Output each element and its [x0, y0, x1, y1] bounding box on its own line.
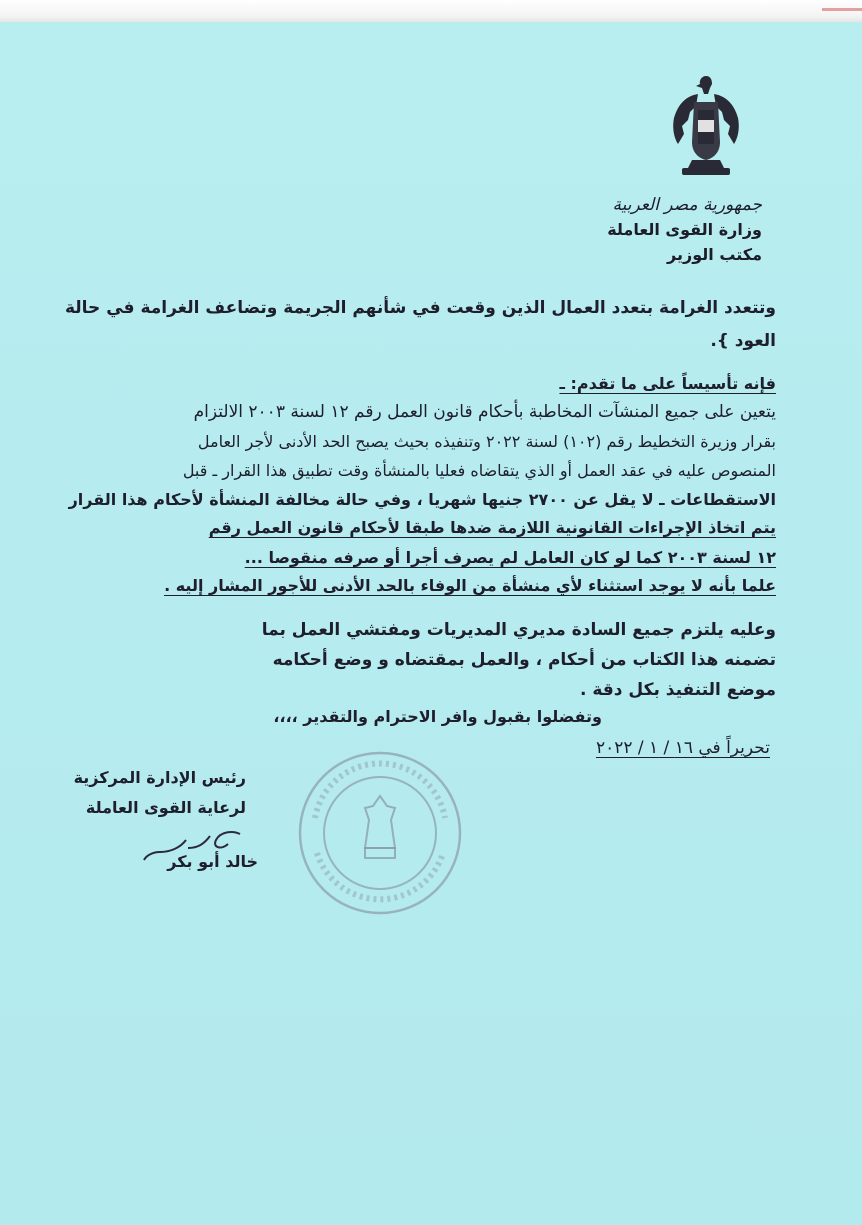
page-edge-mark — [822, 8, 862, 11]
paragraph-2-line-7: علما بأنه لا يوجد استثناء لأي منشأة من الوفاء بالحد الأدنى للأجور المشار إليه . — [164, 576, 776, 595]
eagle-emblem-icon — [668, 72, 744, 184]
paragraph-2-line-1: يتعين على جميع المنشآت المخاطبة بأحكام قانون العمل رقم ١٢ لسنة ٢٠٠٣ الالتزام — [193, 402, 776, 422]
ministry-name: وزارة القوى العاملة — [607, 220, 762, 240]
closing-line: وتفضلوا بقبول وافر الاحترام والتقدير ،،،، — [273, 707, 602, 726]
date-line: تحريراً في ١٦ / ١ / ٢٠٢٢ — [595, 738, 770, 758]
signatory-title-2: لرعاية القوى العاملة — [85, 798, 246, 817]
paragraph-2-line-5: يتم اتخاذ الإجراءات القانونية اللازمة ضدها طبقا لأحكام قانون العمل رقم — [208, 518, 776, 537]
paragraph-1-line-2: العود }. — [710, 331, 776, 351]
paragraph-3-line-1: وعليه يلتزم جميع السادة مديري المديريات ومفتشي العمل بما — [261, 620, 776, 640]
paragraph-1-line-1: وتتعدد الغرامة بتعدد العمال الذين وقعت في شأنهم الجريمة وتضاعف الغرامة في حالة — [64, 298, 776, 318]
signatory-title-1: رئيس الإدارة المركزية — [73, 768, 246, 787]
signatory-name: خالد أبو بكر — [167, 852, 258, 871]
page-top-margin — [0, 0, 862, 23]
ministry-header — [607, 192, 762, 268]
office-name: مكتب الوزير — [667, 245, 762, 265]
country-name: جمهورية مصر العربية — [612, 195, 762, 215]
paragraph-3-line-2: تضمنه هذا الكتاب من أحكام ، والعمل بمقتضاه و وضع أحكامه — [272, 650, 776, 670]
official-seal-icon — [295, 748, 465, 918]
section-heading: فإنه تأسيساً على ما تقدم: ـ — [559, 374, 776, 393]
paragraph-2-line-6: ١٢ لسنة ٢٠٠٣ كما لو كان العامل لم يصرف أجرا أو صرفه منقوصا ... — [244, 548, 776, 567]
paragraph-2-line-4: الاستقطاعات ـ لا يقل عن ٢٧٠٠ جنيها شهريا ، وفي حالة مخالفة المنشأة لأحكام هذا القرار — [68, 490, 776, 509]
paragraph-3-line-3: موضع التنفيذ بكل دقة . — [579, 680, 776, 700]
paragraph-2-line-3: المنصوص عليه في عقد العمل أو الذي يتقاضاه فعليا بالمنشأة وقت تطبيق هذا القرار ـ قبل — [182, 461, 776, 480]
paragraph-2-line-2: بقرار وزيرة التخطيط رقم (١٠٢) لسنة ٢٠٢٢ وتنفيذه بحيث يصبح الحد الأدنى لأجر العامل — [197, 432, 776, 451]
